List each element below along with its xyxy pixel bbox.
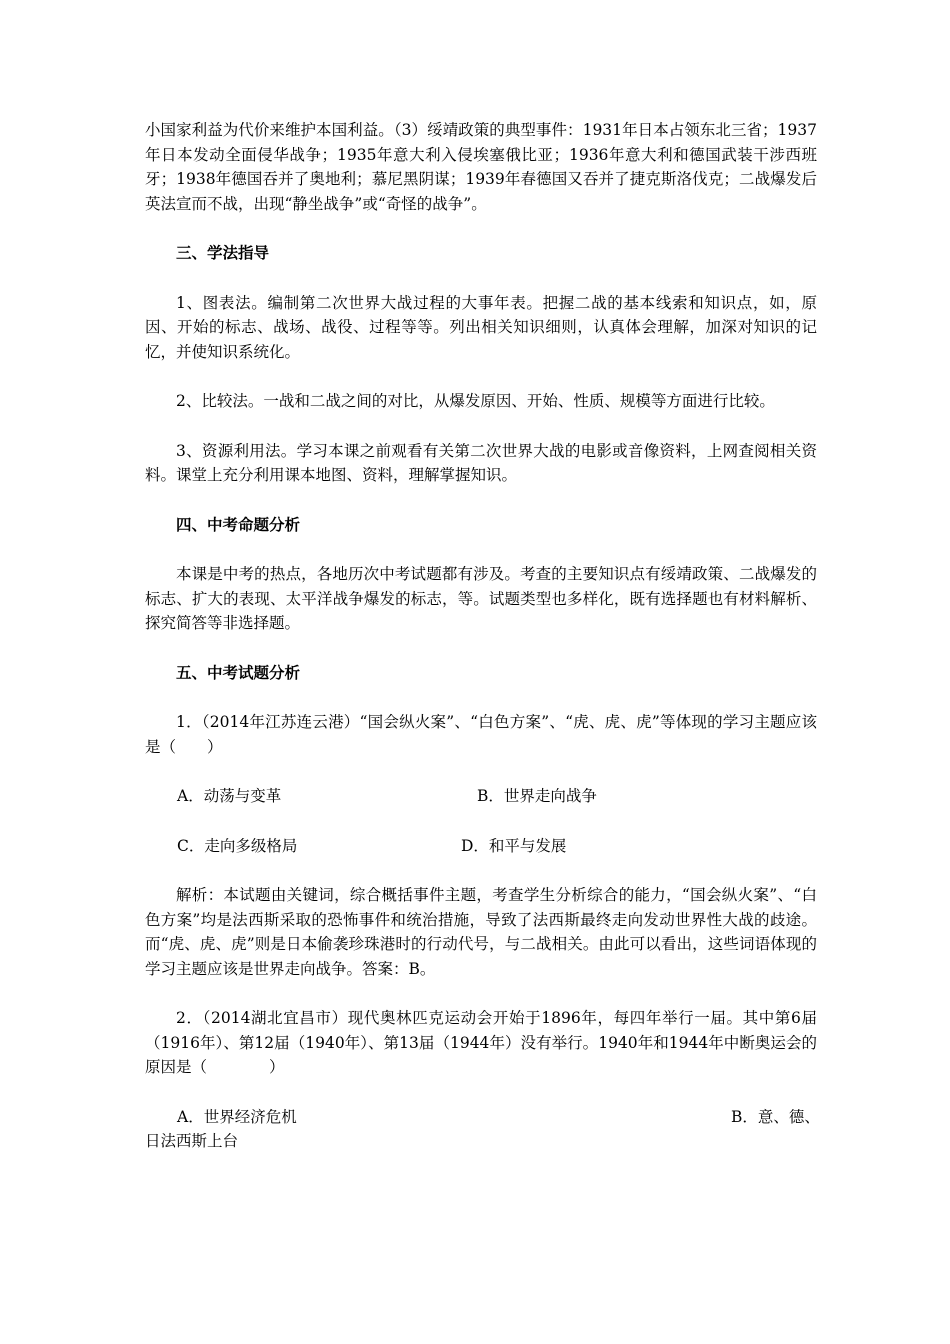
question-1-option-b: B．世界走向战争	[477, 787, 597, 805]
paragraph-method-resources: 3、资源利用法。学习本课之前观看有关第二次世界大战的电影或音像资料，上网查阅相关资料。课堂上充分利用课本地图、资料，理解掌握知识。	[145, 441, 817, 484]
section-heading-study-methods: 三、学法指导	[176, 244, 270, 262]
question-1-options-row-1	[145, 784, 817, 809]
question-1-option-c: C．走向多级格局	[177, 836, 298, 855]
question-2-stem: 2．（2014湖北宜昌市）现代奥林匹克运动会开始于1896年，每四年举行一届。其中第6届（1916年）、第12届（1940年）、第13届（1944年）没有举行。1940年和1944年中断奥运会的原因是（ ）	[145, 1009, 817, 1076]
question-2-option-a: A．世界经济危机	[177, 1107, 297, 1126]
paragraph-method-compare: 2、比较法。一战和二战之间的对比，从爆发原因、开始、性质、规模等方面进行比较。	[176, 392, 775, 410]
question-1-analysis: 解析：本试题由关键词，综合概括事件主题，考查学生分析综合的能力，“国会纵火案”、“白色方案”均是法西斯采取的恐怖事件和统治措施，导致了法西斯最终走向发动世界性大战的歧途。而“虎、虎、虎”则是日本偷袭珍珠港时的行动代号，与二战相关。由此可以看出，这些词语体现的学习主题应该是世界走向战争。答案：B。	[145, 886, 817, 978]
paragraph-exam-analysis: 本课是中考的热点，各地历次中考试题都有涉及。考查的主要知识点有绥靖政策、二战爆发的标志、扩大的表现、太平洋战争爆发的标志，等。试题类型也多样化，既有选择题也有材料解析、探究简答等非选择题。	[145, 565, 817, 632]
question-1-options-row-2	[145, 834, 817, 859]
section-heading-exam-questions: 五、中考试题分析	[176, 663, 301, 682]
question-2-option-b-start: B．意、德、	[731, 1107, 820, 1126]
document-page	[145, 118, 820, 1154]
section-heading-exam-analysis: 四、中考命题分析	[176, 515, 301, 534]
question-2-options-row-1	[145, 1105, 820, 1130]
question-2-option-b-continued: 日法西斯上台	[145, 1132, 239, 1150]
paragraph-method-chart: 1、图表法。编制第二次世界大战过程的大事年表。把握二战的基本线索和知识点，如，原因、开始的标志、战场、战役、过程等等。列出相关知识细则，认真体会理解，加深对知识的记忆，并使知识系统化。	[145, 293, 817, 361]
paragraph-appeasement-events: 小国家利益为代价来维护本国利益。（3）绥靖政策的典型事件：1931年日本占领东北三省；1937年日本发动全面侵华战争；1935年意大利入侵埃塞俄比亚；1936年意大利和德国武装干涉西班牙；1938年德国吞并了奥地利；慕尼黑阴谋；1939年春德国又吞并了捷克斯洛伐克；二战爆发后英法宣而不战，出现“静坐战争”或“奇怪的战争”。	[145, 121, 817, 213]
question-1-stem: 1．（2014年江苏连云港）“国会纵火案”、“白色方案”、“虎、虎、虎”等体现的学习主题应该是（ ）	[145, 713, 817, 756]
question-1-option-d: D．和平与发展	[461, 836, 567, 855]
question-1-option-a: A．动荡与变革	[177, 787, 282, 805]
